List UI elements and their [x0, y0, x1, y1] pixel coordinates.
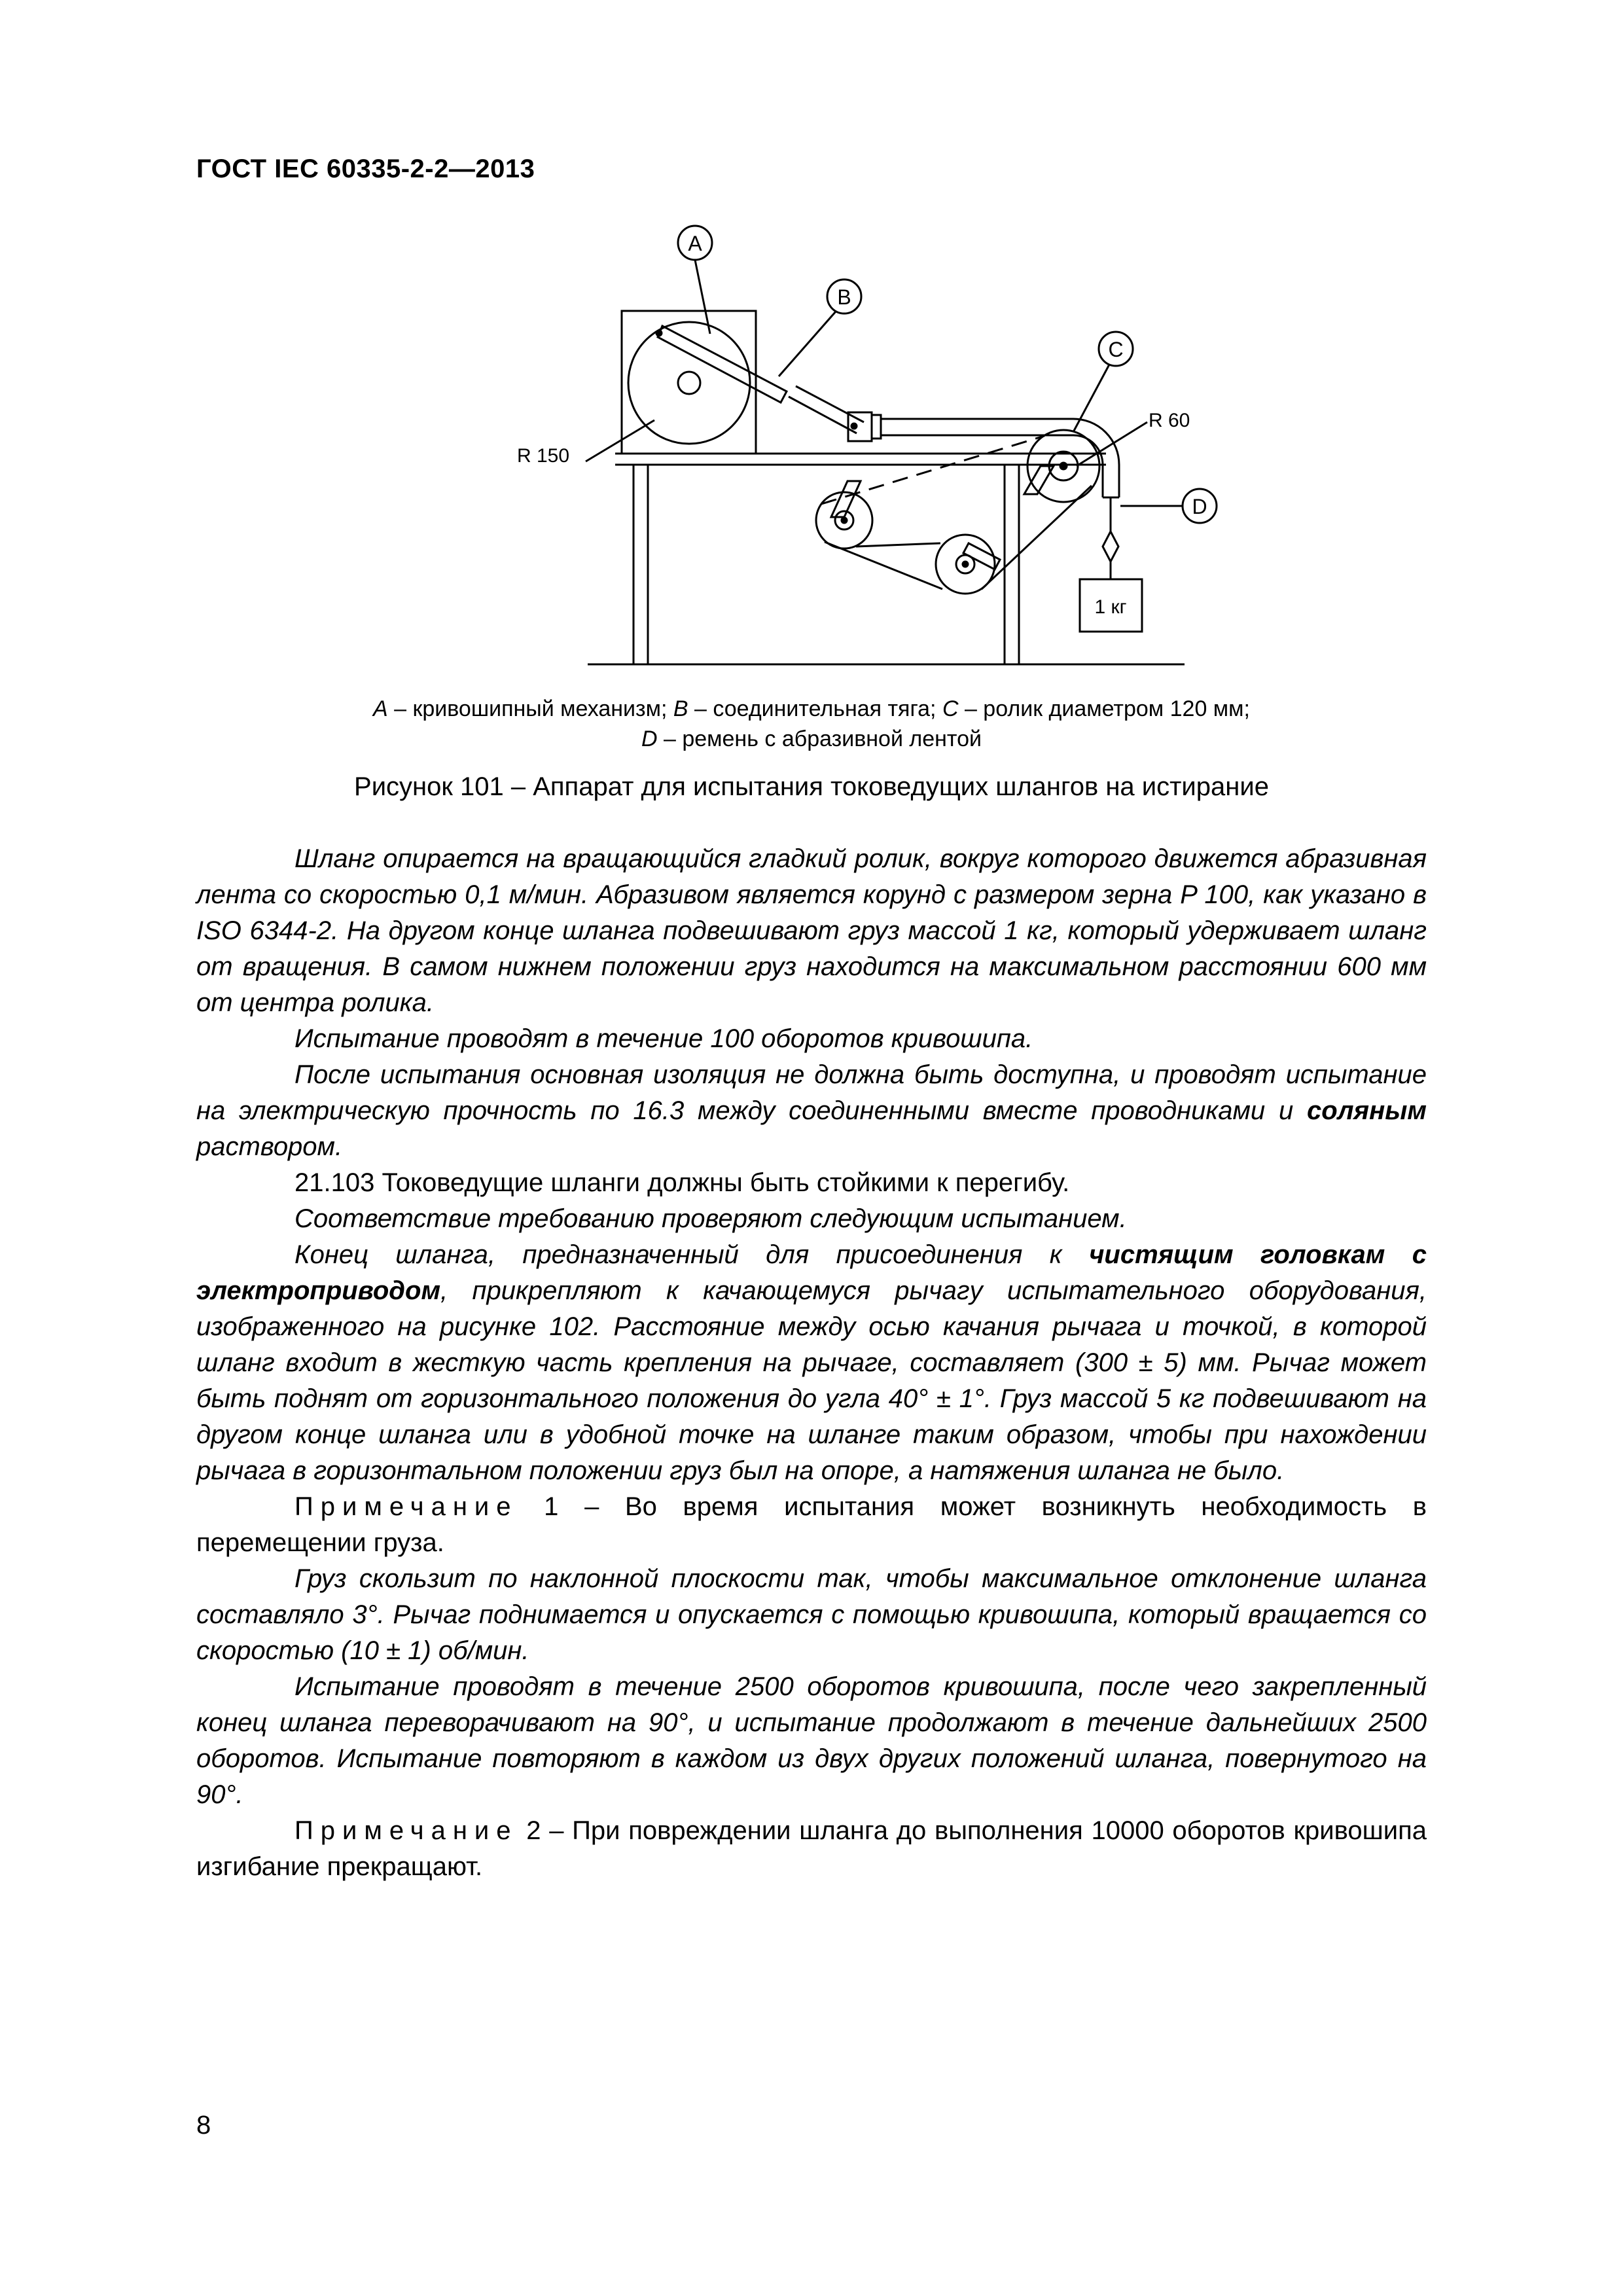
paragraph: Испытание проводят в течение 2500 оборотов кривошипа, после чего закрепленный конец шланга переворачивают на 90°, и испытание продолжают в течение дальнейших 2500 оборотов. Испытание повторяют в каждом из двух других положений шланга, повернутого на 90°.	[196, 1672, 1427, 1809]
figure-101-diagram	[0, 0, 1623, 720]
figure-title: Рисунок 101 – Аппарат для испытания токоведущих шлангов на истирание	[354, 772, 1269, 801]
radius-r150-label: R 150	[517, 445, 570, 467]
paragraph: Испытание проводят в течение 100 оборотов кривошипа.	[294, 1024, 1033, 1053]
paragraph: Конец шланга, предназначенный для присоединения к чистящим головкам с электроприводом, прикрепляют к качающемуся рычагу испытательного оборудования, изображенного на рисунке 102. Расстояние между осью качания рычага и точкой, в которой шланг входит в жесткую часть крепления на рычаге, составляет (300 ± 5) мм. Рычаг может быть поднят от горизонтального положения до угла 40° ± 1°. Груз массой 5 кг подвешивают на другом конце шланга или в удобной точке на шланге таким образом, чтобы при нахождении рычага в горизонтальном положении груз был на опоре, а натяжения шланга не было.	[196, 1240, 1427, 1485]
callout-d: D	[1192, 495, 1207, 518]
crank-arm	[658, 326, 787, 403]
weight-label: 1 кг	[1094, 596, 1127, 618]
body-text	[196, 841, 1427, 1885]
callout-b: B	[837, 285, 851, 309]
belt-segment	[821, 436, 1044, 504]
note: Примечание 1 – Во время испытания может возникнуть необходимость в перемещении груза.	[196, 1492, 1427, 1557]
paragraph: Соответствие требованию проверяют следующим испытанием.	[294, 1204, 1127, 1233]
page-number: 8	[196, 2111, 211, 2140]
callout-a: A	[688, 232, 702, 255]
callout-c: C	[1108, 338, 1124, 361]
crank-housing	[622, 311, 756, 454]
figure-legend: A – кривошипный механизм; B – соединительная тяга; C – ролик диаметром 120 мм; D – ремень с абразивной лентой	[372, 696, 1251, 751]
note: Примечание 2 – При повреждении шланга до выполнения 10000 оборотов кривошипа изгибание прекращают.	[196, 1816, 1427, 1881]
paragraph: После испытания основная изоляция не должна быть доступна, и проводят испытание на электрическую прочность по 16.3 между соединенными вместе проводниками и соляным раствором.	[196, 1060, 1427, 1161]
paragraph: 21.103 Токоведущие шланги должны быть стойкими к перегибу.	[294, 1168, 1070, 1197]
paragraph: Груз скользит по наклонной плоскости так, чтобы максимальное отклонение шланга составляло 3°. Рычаг поднимается и опускается с помощью кривошипа, который вращается со скоростью (10 ± 1) об/мин.	[196, 1564, 1427, 1665]
crank-pivot	[678, 372, 700, 394]
radius-r60-label: R 60	[1149, 410, 1190, 431]
document-header: ГОСТ IEC 60335-2-2—2013	[196, 154, 535, 183]
paragraph: Шланг опирается на вращающийся гладкий ролик, вокруг которого движется абразивная лента со скоростью 0,1 м/мин. Абразивом является корунд с размером зерна P 100, как указано в ISO 6344-2. На другом конце шланга подвешивают груз массой 1 кг, который удерживает шланг от вращения. В самом нижнем положении груз находится на максимальном расстоянии 600 мм от центра ролика.	[196, 844, 1427, 1017]
